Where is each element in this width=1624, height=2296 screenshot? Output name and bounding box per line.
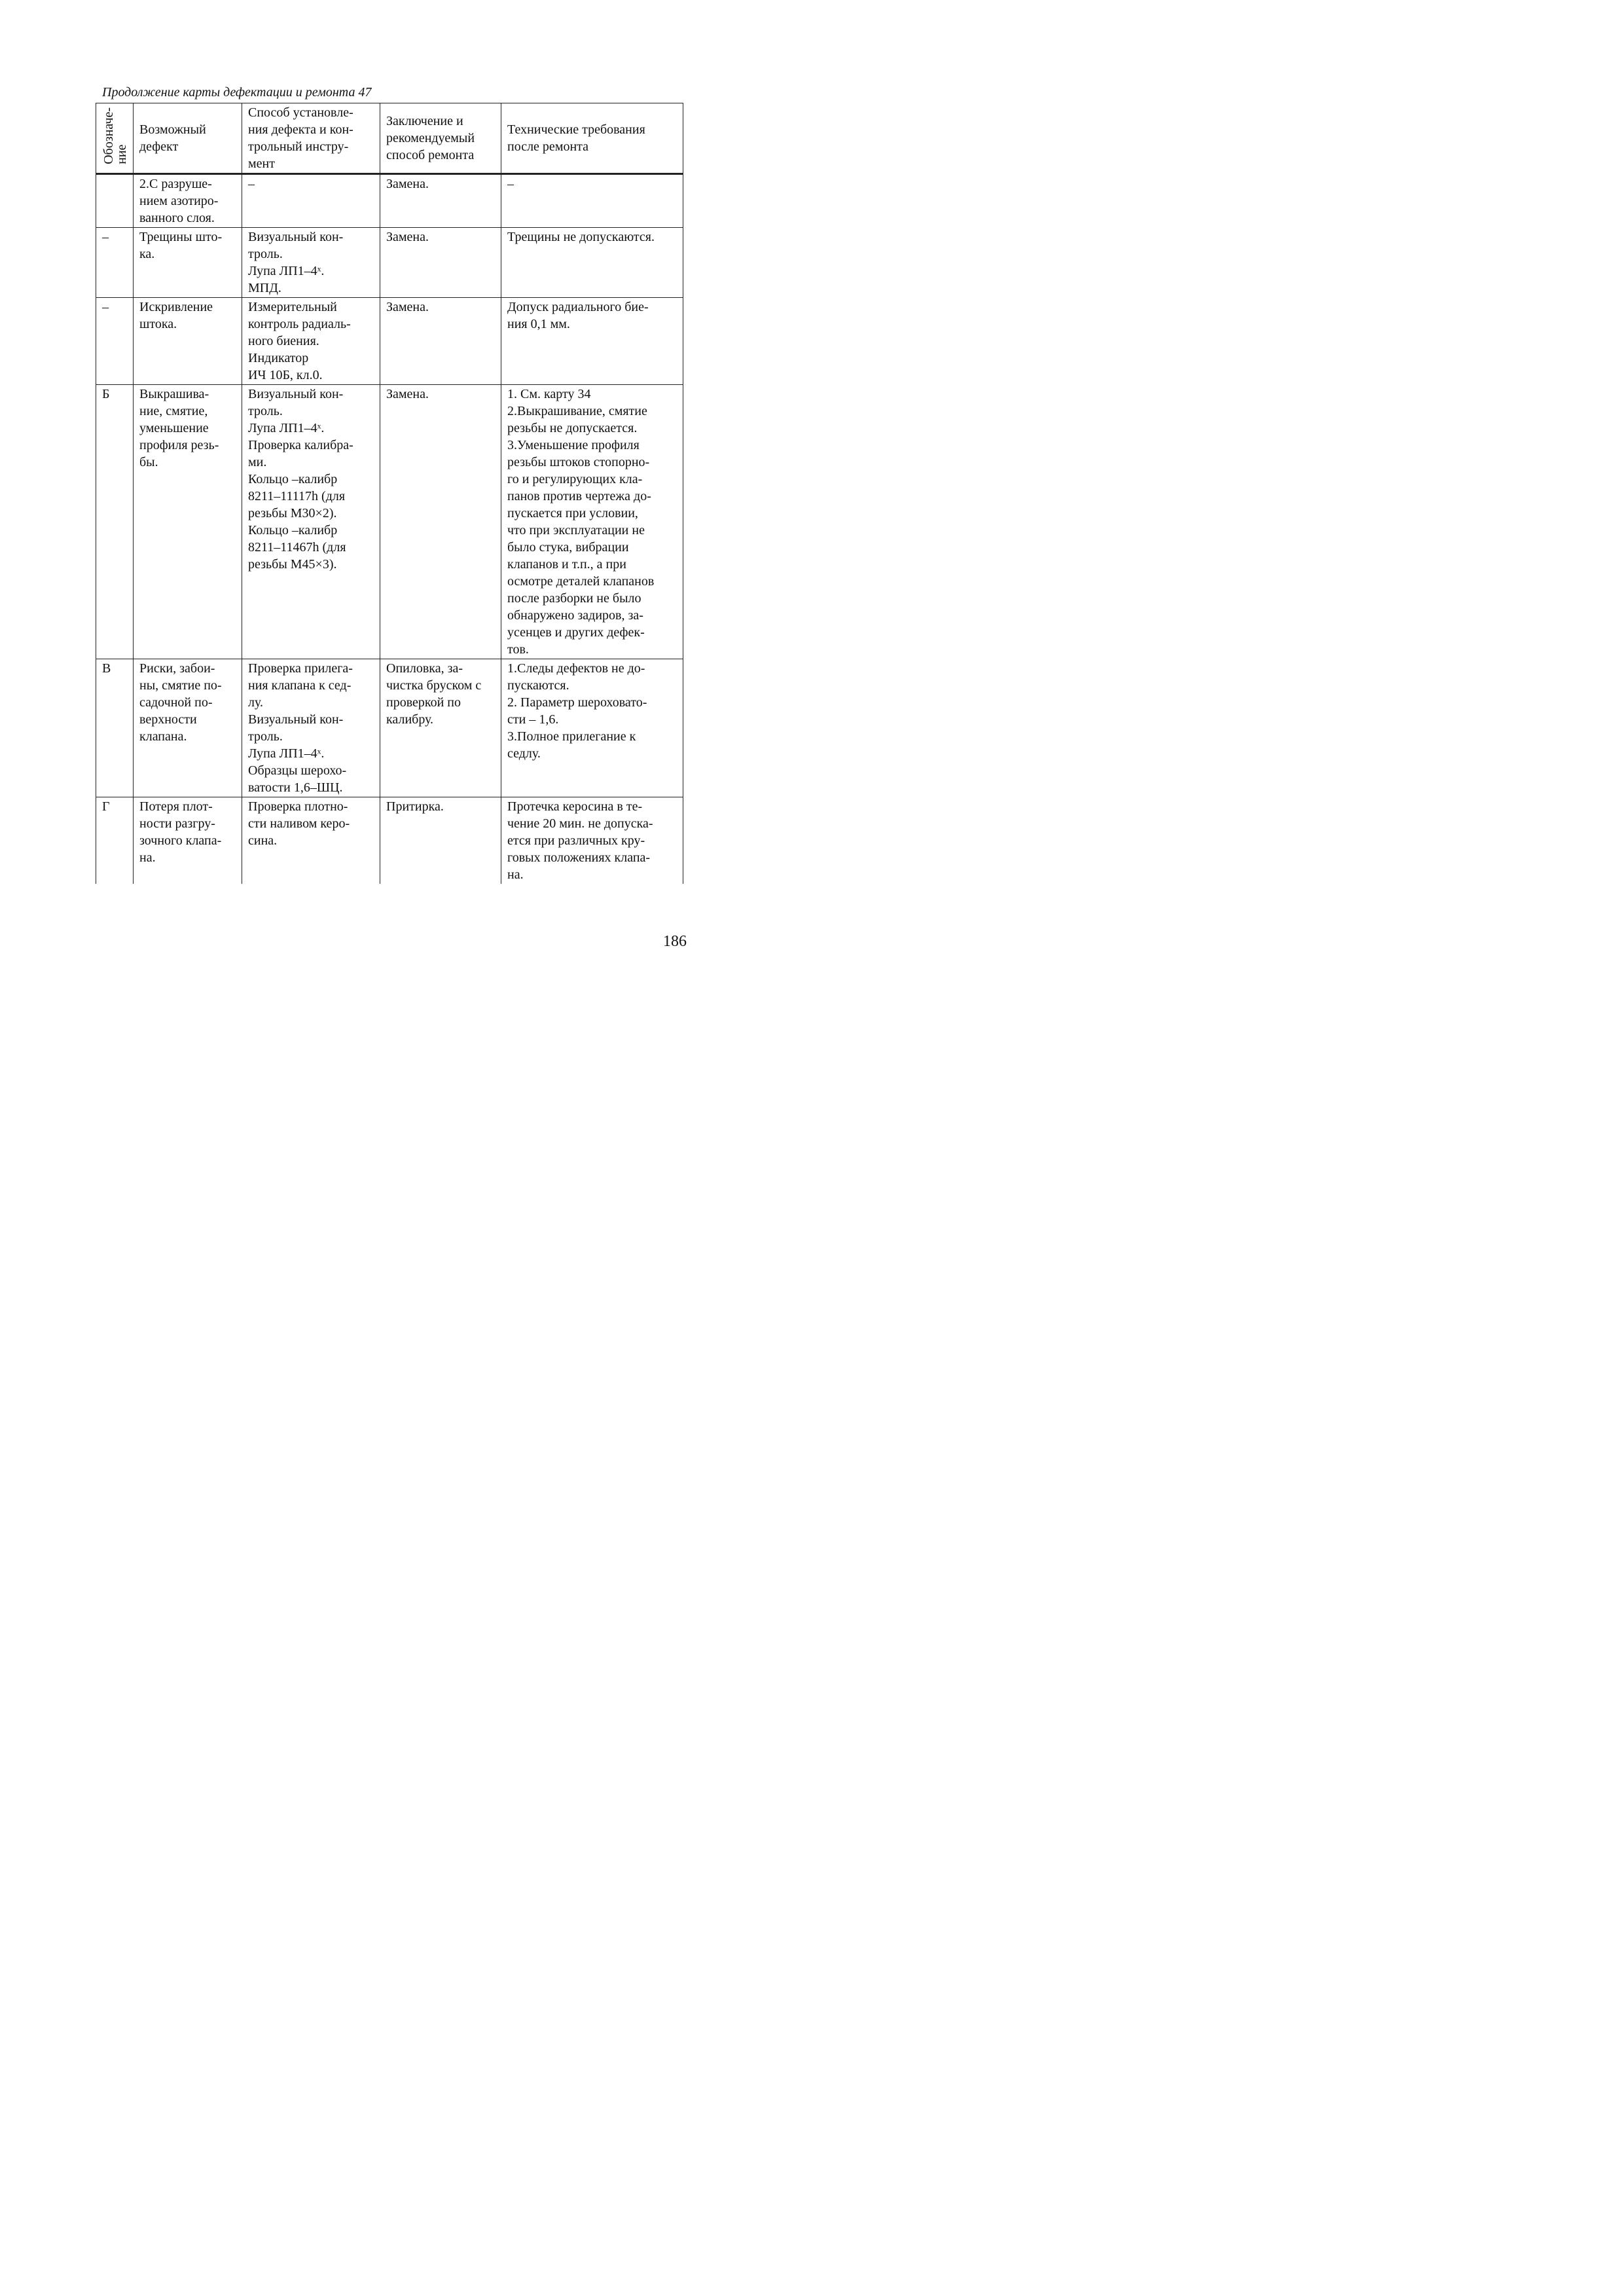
conclusion-line: Опиловка, за- (386, 661, 463, 676)
method-line: резьбы М45×3). (248, 557, 337, 572)
table-body (96, 174, 683, 884)
table-row (96, 228, 683, 298)
defect-line: Выкрашива- (139, 387, 209, 401)
requirements-line: резьбы штоков стопорно- (507, 455, 650, 469)
header-conclusion: Заключение и рекомендуемый способ ремонта (380, 103, 501, 174)
defect-line: уменьшение (139, 421, 209, 435)
cell-designation: Б (96, 385, 134, 659)
cell-conclusion (380, 174, 501, 228)
requirements-line: 3.Полное прилегание к (507, 729, 636, 744)
requirements-line: 2. Параметр шероховато- (507, 695, 647, 710)
method-line: Проверка калибра- (248, 438, 353, 452)
defect-line: ности разгру- (139, 816, 215, 831)
cell-conclusion (380, 228, 501, 298)
cell-conclusion (380, 298, 501, 385)
conclusion-line: калибру. (386, 712, 434, 727)
method-line: Визуальный кон- (248, 387, 344, 401)
requirements-line: усенцев и других дефек- (507, 625, 645, 640)
conclusion-line: Замена. (386, 300, 429, 314)
cell-requirements (501, 385, 683, 659)
method-line: Визуальный кон- (248, 712, 344, 727)
method-line: контроль радиаль- (248, 317, 351, 331)
requirements-line: ется при различных кру- (507, 833, 645, 848)
requirements-line: Допуск радиального бие- (507, 300, 649, 314)
requirements-line: – (507, 177, 514, 191)
requirements-line: пускается при условии, (507, 506, 638, 520)
method-line: Проверка плотно- (248, 799, 348, 814)
requirements-line: чение 20 мин. не допуска- (507, 816, 653, 831)
requirements-line: 1.Следы дефектов не до- (507, 661, 645, 676)
defect-line: нием азотиро- (139, 194, 219, 208)
requirements-line: после разборки не было (507, 591, 641, 606)
defect-line: Риски, забои- (139, 661, 215, 676)
method-line: сина. (248, 833, 278, 848)
cell-defect (134, 174, 242, 228)
method-line: Измерительный (248, 300, 337, 314)
method-line: 8211–11117h (для (248, 489, 346, 503)
conclusion-line: Притирка. (386, 799, 444, 814)
method-line: 8211–11467h (для (248, 540, 346, 555)
requirements-line: клапанов и т.п., а при (507, 557, 626, 572)
cell-method (242, 174, 380, 228)
cell-requirements (501, 228, 683, 298)
method-line: Кольцо –калибр (248, 523, 338, 538)
cell-method (242, 228, 380, 298)
requirements-line: говых положениях клапа- (507, 850, 651, 865)
header-defect: Возможный дефект (134, 103, 242, 174)
defect-line: на. (139, 850, 156, 865)
method-line: ИЧ 10Б, кл.0. (248, 368, 323, 382)
conclusion-line: Замена. (386, 177, 429, 191)
requirements-line: Трещины не допускаются. (507, 230, 655, 244)
cell-requirements (501, 797, 683, 884)
conclusion-line: проверкой по (386, 695, 461, 710)
defect-line: профиля резь- (139, 438, 219, 452)
header-designation-text: Обозначе- ние (101, 107, 129, 164)
requirements-line: пускаются. (507, 678, 569, 693)
defect-line: клапана. (139, 729, 187, 744)
defect-line: ванного слоя. (139, 211, 215, 225)
cell-conclusion (380, 385, 501, 659)
method-line: троль. (248, 247, 283, 261)
method-line: Кольцо –калибр (248, 472, 338, 486)
cell-defect (134, 385, 242, 659)
method-line: лу. (248, 695, 263, 710)
requirements-line: седлу. (507, 746, 541, 761)
method-line: ния клапана к сед- (248, 678, 352, 693)
defect-repair-table (96, 103, 683, 884)
conclusion-line: Замена. (386, 230, 429, 244)
conclusion-line: чистка бруском с (386, 678, 482, 693)
method-line: ватости 1,6–ШЦ. (248, 780, 343, 795)
method-line: Проверка прилега- (248, 661, 353, 676)
cell-designation: В (96, 659, 134, 797)
defect-line: бы. (139, 455, 158, 469)
cell-defect (134, 659, 242, 797)
cell-designation (96, 174, 134, 228)
requirements-line: сти – 1,6. (507, 712, 559, 727)
defect-line: ны, смятие по- (139, 678, 222, 693)
requirements-line: панов против чертежа до- (507, 489, 651, 503)
cell-requirements (501, 298, 683, 385)
defect-line: Искривление (139, 300, 213, 314)
requirements-line: обнаружено задиров, за- (507, 608, 643, 623)
cell-method (242, 298, 380, 385)
table-row (96, 385, 683, 659)
requirements-line: на. (507, 867, 524, 882)
table-row (96, 174, 683, 228)
cell-requirements (501, 174, 683, 228)
cell-method (242, 659, 380, 797)
header-designation (96, 103, 134, 174)
requirements-line: 2.Выкрашивание, смятие (507, 404, 647, 418)
requirements-line: Протечка керосина в те- (507, 799, 643, 814)
method-line: Визуальный кон- (248, 230, 344, 244)
method-line: Лупа ЛП1–4ˣ. (248, 421, 325, 435)
defect-line: ка. (139, 247, 155, 261)
method-line: МПД. (248, 281, 281, 295)
cell-defect (134, 797, 242, 884)
method-line: Лупа ЛП1–4ˣ. (248, 746, 325, 761)
requirements-line: 1. См. карту 34 (507, 387, 591, 401)
method-line: ного биения. (248, 334, 319, 348)
table-row (96, 298, 683, 385)
defect-line: штока. (139, 317, 177, 331)
cell-requirements (501, 659, 683, 797)
method-line: сти наливом керо- (248, 816, 350, 831)
defect-line: садочной по- (139, 695, 213, 710)
table-caption: Продолжение карты дефектации и ремонта 47 (102, 85, 372, 100)
requirements-line: 3.Уменьшение профиля (507, 438, 640, 452)
method-line: ми. (248, 455, 267, 469)
cell-designation: Г (96, 797, 134, 884)
method-line: Индикатор (248, 351, 309, 365)
conclusion-line: Замена. (386, 387, 429, 401)
requirements-line: тов. (507, 642, 529, 657)
method-line: Лупа ЛП1–4ˣ. (248, 264, 325, 278)
defect-line: зочного клапа- (139, 833, 222, 848)
cell-designation: – (96, 228, 134, 298)
page-number: 186 (663, 933, 687, 950)
cell-conclusion (380, 797, 501, 884)
defect-line: Потеря плот- (139, 799, 213, 814)
table-header-row (96, 103, 683, 174)
cell-designation: – (96, 298, 134, 385)
cell-method (242, 797, 380, 884)
requirements-line: осмотре деталей клапанов (507, 574, 655, 589)
cell-conclusion (380, 659, 501, 797)
defect-line: 2.С разруше- (139, 177, 212, 191)
requirements-line: было стука, вибрации (507, 540, 629, 555)
method-line: резьбы М30×2). (248, 506, 337, 520)
requirements-line: ния 0,1 мм. (507, 317, 570, 331)
defect-line: Трещины што- (139, 230, 223, 244)
header-method: Способ установле- ния дефекта и кон- трольный инстру- мент (242, 103, 380, 174)
cell-defect (134, 228, 242, 298)
method-line: троль. (248, 404, 283, 418)
cell-defect (134, 298, 242, 385)
method-line: Образцы шерохо- (248, 763, 347, 778)
method-line: – (248, 177, 255, 191)
method-line: троль. (248, 729, 283, 744)
defect-line: ние, смятие, (139, 404, 208, 418)
defect-line: верхности (139, 712, 197, 727)
header-requirements: Технические требования после ремонта (501, 103, 683, 174)
table-row (96, 797, 683, 884)
requirements-line: что при эксплуатации не (507, 523, 645, 538)
table-row (96, 659, 683, 797)
requirements-line: резьбы не допускается. (507, 421, 638, 435)
cell-method (242, 385, 380, 659)
requirements-line: го и регулирующих кла- (507, 472, 643, 486)
